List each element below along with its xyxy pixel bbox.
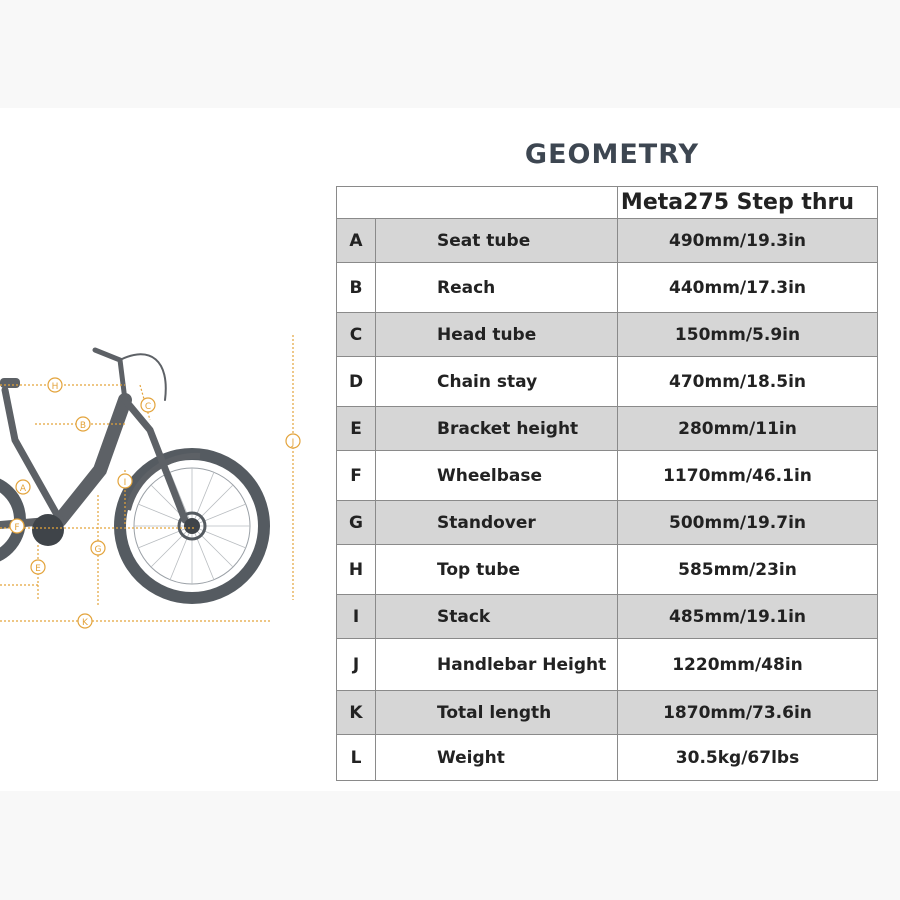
table-row [337,357,878,407]
table-row [337,735,878,781]
diagram-label-e [31,560,45,574]
row-dimension-name: Wheelbase [376,451,618,501]
row-letter: K [337,691,376,735]
table-row [337,313,878,357]
row-value: 150mm/5.9in [618,313,878,357]
diagram-label-h [48,378,62,392]
row-letter: L [337,735,376,781]
svg-text:I: I [123,478,127,488]
saddle [0,378,20,388]
row-dimension-name: Bracket height [376,407,618,451]
bike-geometry-diagram [0,320,310,640]
row-value: 490mm/19.3in [618,219,878,263]
bike-frame [0,350,185,525]
row-letter: J [337,639,376,691]
row-value: 1220mm/48in [618,639,878,691]
svg-text:G: G [94,545,102,555]
header-blank-cell [337,187,618,219]
row-dimension-name: Top tube [376,545,618,595]
model-name: Meta275 Step thru [618,187,878,219]
row-dimension-name: Chain stay [376,357,618,407]
row-value: 500mm/19.7in [618,501,878,545]
svg-text:E: E [35,564,41,574]
table-row [337,545,878,595]
row-dimension-name: Reach [376,263,618,313]
table-row [337,595,878,639]
table-row [337,691,878,735]
row-dimension-name: Head tube [376,313,618,357]
row-letter: C [337,313,376,357]
svg-text:K: K [82,618,88,628]
crank [32,514,64,546]
table-header-row [337,187,878,219]
row-letter: I [337,595,376,639]
row-value: 280mm/11in [618,407,878,451]
svg-text:A: A [19,484,27,494]
row-letter: B [337,263,376,313]
table-row [337,451,878,501]
row-value: 470mm/18.5in [618,357,878,407]
geometry-table [336,186,878,781]
row-value: 30.5kg/67lbs [618,735,878,781]
table-row [337,407,878,451]
row-dimension-name: Handlebar Height [376,639,618,691]
page-title: GEOMETRY [524,139,700,170]
svg-text:C: C [144,402,152,412]
row-value: 1170mm/46.1in [618,451,878,501]
svg-text:B: B [79,421,87,431]
table-row [337,501,878,545]
diagram-label-b [76,417,90,431]
row-letter: D [337,357,376,407]
row-value: 1870mm/73.6in [618,691,878,735]
row-letter: G [337,501,376,545]
row-dimension-name: Total length [376,691,618,735]
row-letter: E [337,407,376,451]
svg-text:J: J [291,438,295,448]
diagram-label-k [78,614,92,628]
brake-rotor [184,518,200,534]
row-letter: F [337,451,376,501]
table-row [337,219,878,263]
row-value: 585mm/23in [618,545,878,595]
svg-text:F: F [14,523,20,533]
table-row [337,639,878,691]
row-letter: H [337,545,376,595]
row-letter: A [337,219,376,263]
row-dimension-name: Weight [376,735,618,781]
row-value: 485mm/19.1in [618,595,878,639]
diagram-label-c [141,398,155,412]
row-dimension-name: Seat tube [376,219,618,263]
row-dimension-name: Standover [376,501,618,545]
diagram-label-f [10,519,24,533]
diagram-label-a [16,480,30,494]
diagram-label-i [118,474,132,488]
diagram-label-g [91,541,105,555]
row-dimension-name: Stack [376,595,618,639]
row-value: 440mm/17.3in [618,263,878,313]
table-row [337,263,878,313]
diagram-label-j [286,434,300,448]
svg-text:H: H [51,382,59,392]
